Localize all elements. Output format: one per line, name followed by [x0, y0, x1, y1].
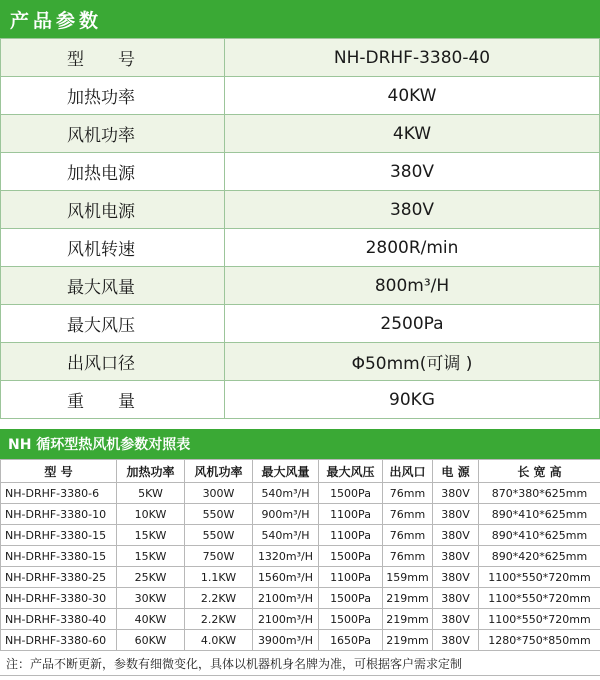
spec-value: 4KW [225, 115, 600, 153]
cell-model: NH-DRHF-3380-6 [1, 483, 117, 504]
spec-value: 2800R/min [225, 229, 600, 267]
cell-heating-power: 30KW [117, 588, 185, 609]
table-row [1, 504, 600, 525]
spec-row [1, 115, 600, 153]
cell-model: NH-DRHF-3380-30 [1, 588, 117, 609]
spec-label: 加热电源 [1, 153, 225, 191]
spec-value: 380V [225, 191, 600, 229]
section-title: 产品参数 [0, 0, 600, 38]
table-row [1, 588, 600, 609]
cell-heating-power: 15KW [117, 546, 185, 567]
spec-row [1, 343, 600, 381]
spec-value: 40KW [225, 77, 600, 115]
spec-row [1, 267, 600, 305]
cell-outlet: 76mm [383, 546, 433, 567]
cell-power-supply: 380V [433, 483, 479, 504]
cell-dimensions: 1100*550*720mm [479, 609, 600, 630]
spec-label: 风机电源 [1, 191, 225, 229]
spec-value: Φ50mm(可调 ) [225, 343, 600, 381]
table-row [1, 609, 600, 630]
cell-max-pressure: 1100Pa [319, 525, 383, 546]
cell-model: NH-DRHF-3380-25 [1, 567, 117, 588]
col-model: 型 号 [1, 460, 117, 483]
cell-power-supply: 380V [433, 588, 479, 609]
cell-max-airflow: 3900m³/H [253, 630, 319, 651]
cell-fan-power: 550W [185, 525, 253, 546]
cell-outlet: 219mm [383, 609, 433, 630]
cell-max-airflow: 1320m³/H [253, 546, 319, 567]
cell-max-pressure: 1500Pa [319, 483, 383, 504]
section-gap [0, 419, 600, 429]
spec-value: 380V [225, 153, 600, 191]
cell-max-pressure: 1500Pa [319, 588, 383, 609]
comparison-table [0, 459, 600, 651]
cell-outlet: 219mm [383, 588, 433, 609]
spec-label: 型 号 [1, 39, 225, 77]
cell-power-supply: 380V [433, 567, 479, 588]
cell-max-airflow: 1560m³/H [253, 567, 319, 588]
comparison-title: NH 循环型热风机参数对照表 [0, 429, 600, 459]
cell-fan-power: 750W [185, 546, 253, 567]
cell-model: NH-DRHF-3380-15 [1, 525, 117, 546]
col-outlet: 出风口 [383, 460, 433, 483]
cell-heating-power: 25KW [117, 567, 185, 588]
cell-power-supply: 380V [433, 504, 479, 525]
cell-dimensions: 890*410*625mm [479, 504, 600, 525]
spec-row [1, 229, 600, 267]
comparison-header-row [1, 460, 600, 483]
cell-heating-power: 10KW [117, 504, 185, 525]
spec-label: 风机功率 [1, 115, 225, 153]
cell-power-supply: 380V [433, 546, 479, 567]
cell-max-airflow: 900m³/H [253, 504, 319, 525]
cell-max-airflow: 2100m³/H [253, 588, 319, 609]
cell-model: NH-DRHF-3380-40 [1, 609, 117, 630]
spec-value: NH-DRHF-3380-40 [225, 39, 600, 77]
table-row [1, 525, 600, 546]
spec-row [1, 77, 600, 115]
cell-dimensions: 890*410*625mm [479, 525, 600, 546]
spec-label: 最大风压 [1, 305, 225, 343]
footnote: 注：产品不断更新，参数有细微变化，具体以机器机身名牌为准，可根据客户需求定制 [0, 651, 600, 676]
col-max-pressure: 最大风压 [319, 460, 383, 483]
col-heating-power: 加热功率 [117, 460, 185, 483]
spec-row [1, 153, 600, 191]
cell-dimensions: 1100*550*720mm [479, 588, 600, 609]
cell-heating-power: 60KW [117, 630, 185, 651]
col-power-supply: 电 源 [433, 460, 479, 483]
cell-dimensions: 870*380*625mm [479, 483, 600, 504]
cell-power-supply: 380V [433, 525, 479, 546]
cell-heating-power: 40KW [117, 609, 185, 630]
cell-outlet: 219mm [383, 630, 433, 651]
spec-label: 出风口径 [1, 343, 225, 381]
cell-power-supply: 380V [433, 609, 479, 630]
cell-max-pressure: 1650Pa [319, 630, 383, 651]
col-fan-power: 风机功率 [185, 460, 253, 483]
cell-outlet: 159mm [383, 567, 433, 588]
cell-outlet: 76mm [383, 504, 433, 525]
cell-fan-power: 2.2KW [185, 609, 253, 630]
cell-fan-power: 1.1KW [185, 567, 253, 588]
cell-fan-power: 300W [185, 483, 253, 504]
cell-heating-power: 5KW [117, 483, 185, 504]
cell-dimensions: 1280*750*850mm [479, 630, 600, 651]
cell-max-pressure: 1500Pa [319, 609, 383, 630]
table-row [1, 567, 600, 588]
cell-power-supply: 380V [433, 630, 479, 651]
cell-model: NH-DRHF-3380-60 [1, 630, 117, 651]
cell-outlet: 76mm [383, 525, 433, 546]
col-max-airflow: 最大风量 [253, 460, 319, 483]
col-dimensions: 长 宽 高 [479, 460, 600, 483]
cell-model: NH-DRHF-3380-15 [1, 546, 117, 567]
spec-label: 最大风量 [1, 267, 225, 305]
cell-max-pressure: 1500Pa [319, 546, 383, 567]
cell-max-pressure: 1100Pa [319, 504, 383, 525]
spec-row [1, 305, 600, 343]
cell-heating-power: 15KW [117, 525, 185, 546]
table-row [1, 483, 600, 504]
spec-row [1, 39, 600, 77]
cell-max-pressure: 1100Pa [319, 567, 383, 588]
cell-outlet: 76mm [383, 483, 433, 504]
spec-value: 90KG [225, 381, 600, 419]
cell-fan-power: 2.2KW [185, 588, 253, 609]
spec-value: 800m³/H [225, 267, 600, 305]
cell-dimensions: 890*420*625mm [479, 546, 600, 567]
cell-max-airflow: 540m³/H [253, 525, 319, 546]
cell-max-airflow: 2100m³/H [253, 609, 319, 630]
spec-row [1, 191, 600, 229]
cell-model: NH-DRHF-3380-10 [1, 504, 117, 525]
spec-label: 加热功率 [1, 77, 225, 115]
cell-fan-power: 550W [185, 504, 253, 525]
table-row [1, 630, 600, 651]
cell-fan-power: 4.0KW [185, 630, 253, 651]
spec-label: 风机转速 [1, 229, 225, 267]
cell-dimensions: 1100*550*720mm [479, 567, 600, 588]
cell-max-airflow: 540m³/H [253, 483, 319, 504]
spec-label: 重 量 [1, 381, 225, 419]
spec-table [0, 38, 600, 419]
spec-value: 2500Pa [225, 305, 600, 343]
spec-row [1, 381, 600, 419]
table-row [1, 546, 600, 567]
